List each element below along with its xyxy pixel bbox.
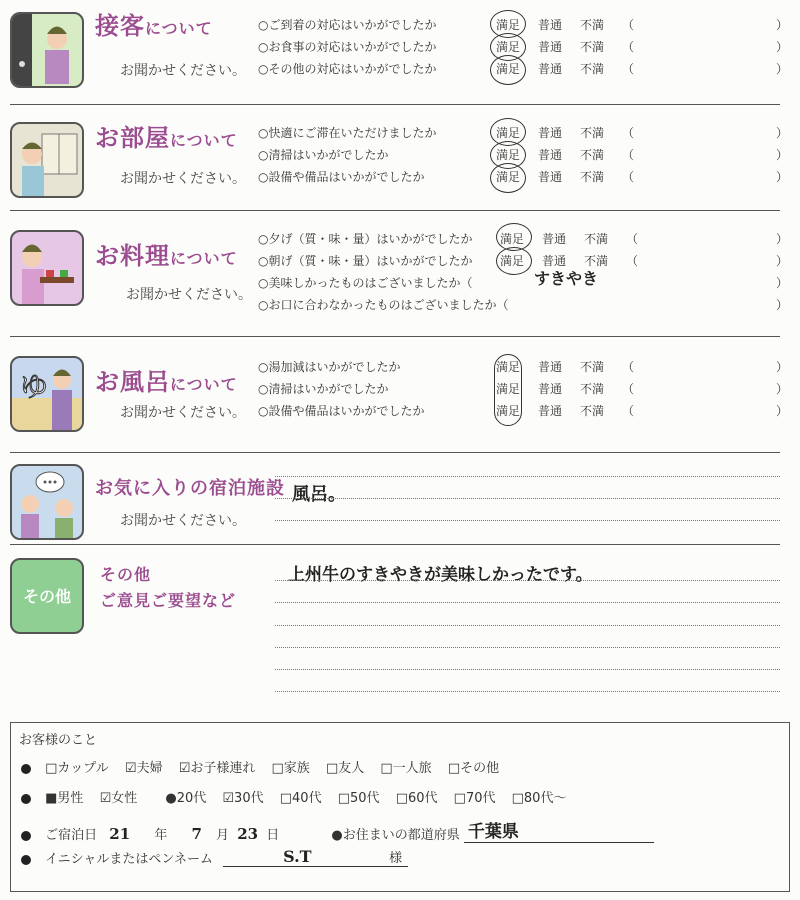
section-title: 接客について (95, 12, 213, 40)
paren-close: ） (776, 40, 789, 54)
checkbox-solo[interactable]: □一人旅 (380, 761, 432, 776)
divider (10, 104, 780, 105)
section-cuisine (0, 218, 800, 336)
handwritten-favorite: 風呂。 (292, 484, 346, 505)
day-label: 日 (266, 828, 280, 843)
stay-day[interactable]: 23 (237, 825, 259, 843)
checkbox-couple[interactable]: □カップル (45, 761, 109, 776)
write-line (275, 669, 780, 670)
write-line (275, 498, 780, 499)
bullet-icon (21, 831, 31, 841)
stay-date-label: ご宿泊日 (45, 828, 98, 843)
paren-close: ） (776, 148, 789, 162)
answer-options[interactable]: 満足 普通 不満 （ (496, 360, 635, 374)
answer-options[interactable]: 満足 普通 不満 （ (496, 18, 635, 32)
gender-age-row (21, 787, 578, 806)
initials-field[interactable] (223, 847, 408, 867)
answer-options[interactable]: 満足 普通 不満 （ (496, 148, 635, 162)
section-bath (0, 344, 800, 444)
paren-close: ） (776, 254, 789, 268)
month-label: 月 (216, 828, 230, 843)
write-line (275, 647, 780, 648)
checkbox-age-80[interactable]: □80代〜 (511, 791, 567, 806)
write-line (275, 476, 780, 477)
bullet-icon (21, 855, 31, 865)
question: ○美味しかったものはございましたか（ (258, 276, 473, 290)
prefecture-field[interactable] (464, 817, 654, 843)
paren-close: ） (776, 232, 789, 246)
question: ○夕げ（質・味・量）はいかがでしたか (258, 232, 473, 246)
question: ○設備や備品はいかがでしたか (258, 404, 425, 418)
honorific: 様 (389, 851, 403, 866)
checkbox-age-40[interactable]: □40代 (279, 791, 322, 806)
section-subtitle: お聞かせください。 (120, 405, 246, 421)
write-line (275, 580, 780, 581)
answer-options[interactable]: 満足 普通 不満 （ (496, 382, 635, 396)
other-icon (10, 558, 84, 634)
section-subtitle: お聞かせください。 (126, 287, 252, 303)
service-staff-icon (10, 12, 84, 88)
section-favorite (0, 460, 800, 544)
bullet-icon (21, 794, 31, 804)
paren-close: ） (776, 382, 789, 396)
other-icon-label: その他 (22, 587, 72, 606)
checkbox-married[interactable]: ☑夫婦 (124, 761, 163, 776)
section-room (0, 112, 800, 212)
answer-options[interactable]: 満足 普通 不満 （ (496, 404, 635, 418)
stay-month[interactable]: 7 (191, 825, 202, 843)
answer-options[interactable]: 満足 普通 不満 （ (496, 126, 635, 140)
answer-options[interactable]: 満足 普通 不満 （ (496, 170, 635, 184)
divider (10, 452, 780, 453)
paren-close: ） (776, 404, 789, 418)
checkbox-family[interactable]: □家族 (271, 761, 310, 776)
handwritten-other: 上州牛のすきやきが美味しかったです。 (288, 565, 593, 585)
section-title: お気に入りの宿泊施設 (95, 478, 285, 499)
section-title: その他 (100, 565, 152, 584)
section-title-2: ご意見ご要望など (100, 591, 237, 610)
initials-row (21, 847, 408, 867)
prefecture-value: 千葉県 (467, 822, 519, 842)
prefecture-label: ●お住まいの都道府県 (331, 828, 460, 843)
write-line (275, 520, 780, 521)
write-line (275, 602, 780, 603)
stay-year[interactable]: 21 (109, 825, 131, 843)
customer-heading: お客様のこと (19, 733, 98, 748)
handwritten-delicious: すきやき (534, 269, 599, 288)
selected-circle (496, 247, 532, 275)
question: ○お口に合わなかったものはございましたか（ (258, 298, 509, 312)
question: ○快適にご滞在いただけましたか (258, 126, 437, 140)
bath-glyph: ゆ (20, 370, 49, 403)
write-line (275, 625, 780, 626)
answer-options[interactable]: 満足 普通 不満 （ (496, 40, 635, 54)
cuisine-icon (10, 230, 84, 306)
selected-circle (490, 163, 526, 193)
customer-info (10, 722, 790, 892)
room-icon (10, 122, 84, 198)
section-subtitle: お聞かせください。 (120, 171, 246, 187)
paren-close: ） (776, 126, 789, 140)
checkbox-other[interactable]: □その他 (447, 761, 500, 776)
paren-close: ） (776, 18, 789, 32)
checkbox-friends[interactable]: □友人 (325, 761, 365, 776)
paren-close: ） (776, 170, 789, 184)
checkbox-with-children[interactable]: ☑お子様連れ (178, 761, 256, 776)
chat-icon (10, 464, 84, 540)
checkbox-age-30[interactable]: ☑30代 (222, 791, 264, 806)
question: ○その他の対応はいかがでしたか (258, 62, 437, 76)
initials-value: S.T (283, 847, 312, 866)
checkbox-male[interactable]: ■男性 (45, 791, 84, 806)
initials-label: イニシャルまたはペンネーム (45, 852, 213, 867)
group-row (21, 757, 511, 776)
checkbox-age-70[interactable]: □70代 (453, 791, 496, 806)
divider (10, 544, 780, 545)
answer-options[interactable]: 満足 普通 不満 （ (500, 254, 639, 268)
question: ○設備や備品はいかがでしたか (258, 170, 425, 184)
checkbox-female[interactable]: ☑女性 (99, 791, 138, 806)
checkbox-age-50[interactable]: □50代 (337, 791, 380, 806)
paren-close: ） (776, 360, 789, 374)
question: ○朝げ（質・味・量）はいかがでしたか (258, 254, 473, 268)
section-subtitle: お聞かせください。 (120, 513, 246, 529)
question: ○お食事の対応はいかがでしたか (258, 40, 437, 54)
stay-row (21, 817, 654, 843)
divider (10, 336, 780, 337)
section-subtitle: お聞かせください。 (120, 63, 246, 79)
selected-circle (494, 354, 522, 426)
checkbox-age-60[interactable]: □60代 (395, 791, 438, 806)
section-title: お風呂について (95, 368, 238, 396)
section-service (0, 0, 800, 110)
question: ○清掃はいかがでしたか (258, 382, 389, 396)
paren-close: ） (776, 298, 789, 312)
write-line (275, 691, 780, 692)
paren-close: ） (776, 276, 789, 290)
answer-options[interactable]: 満足 普通 不満 （ (496, 62, 635, 76)
question: ○湯加減はいかがでしたか (258, 360, 401, 374)
section-title: お料理について (95, 242, 238, 270)
year-label: 年 (154, 828, 168, 843)
question: ○ご到着の対応はいかがでしたか (258, 18, 437, 32)
bullet-icon (21, 764, 31, 774)
answer-options[interactable]: 満足 普通 不満 （ (500, 232, 639, 246)
selected-circle (490, 55, 526, 85)
checkbox-age-20[interactable]: ●20代 (165, 791, 207, 806)
section-other (0, 552, 800, 712)
question: ○清掃はいかがでしたか (258, 148, 389, 162)
section-title: お部屋について (95, 124, 238, 152)
divider (10, 210, 780, 211)
bath-icon (10, 356, 84, 432)
paren-close: ） (776, 62, 789, 76)
